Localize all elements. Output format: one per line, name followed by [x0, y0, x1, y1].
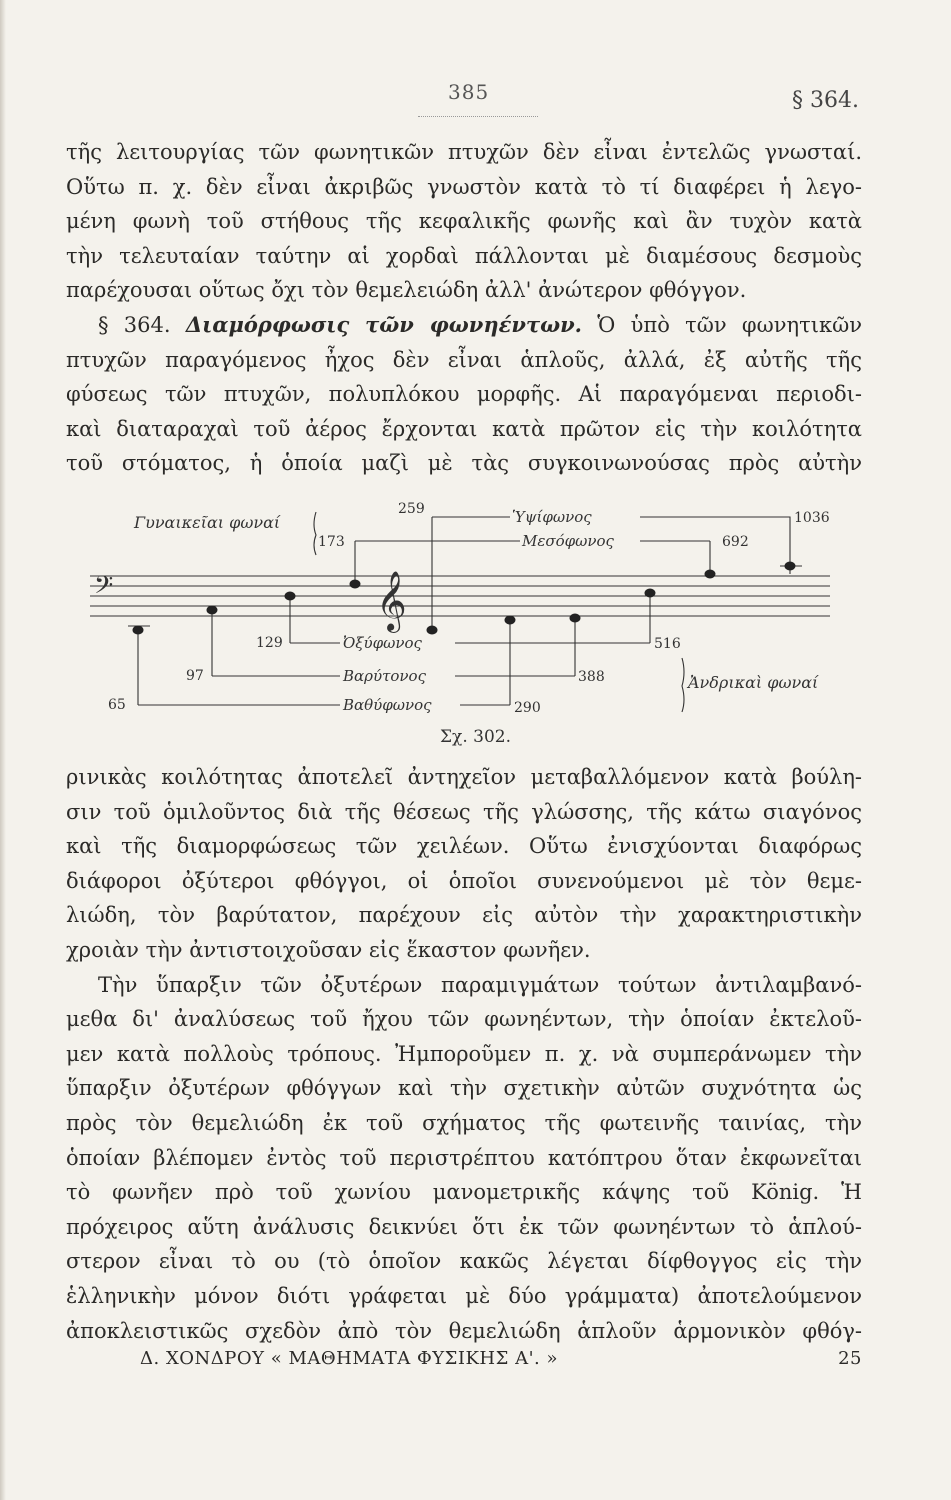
text-line: ἀποκλειστικῶς σχεδὸν ἀπὸ τὸν θεμελιώδη ἁπλοῦν ἁρμονικὸν φθόγ- [66, 1318, 862, 1343]
note-516 [645, 589, 656, 598]
note-65 [133, 626, 144, 635]
note-259 [427, 626, 438, 635]
male-bracket [682, 658, 684, 712]
text-line: ὁποίαν βλέπομεν ἐντὸς τοῦ περιστρέπτου κατόπτρου ὅταν ἐκφωνεῖται [66, 1145, 862, 1170]
female-bracket [314, 512, 316, 555]
note-97 [207, 606, 218, 615]
text-line: καὶ διαταραχαὶ τοῦ ἀέρος ἔρχονται κατὰ πρῶτον εἰς τὴν κοιλότητα [66, 416, 862, 441]
freq-65: 65 [108, 697, 126, 713]
note-1036 [785, 562, 796, 571]
freq-173: 173 [318, 534, 345, 550]
text-line: στερον εἶναι τὸ ου (τὸ ὁποῖον κακῶς λέγεται δίφθογγος εἰς τὴν [66, 1249, 862, 1274]
text-line: ἑλληνικὴν μόνον διότι γράφεται μὲ δύο γράμματα) ἀποτελούμενον [66, 1283, 862, 1308]
text-line: τὸ φωνῆεν πρὸ τοῦ χωνίου μανομετρικῆς κάψης τοῦ König. Ἡ [66, 1180, 862, 1205]
freq-97: 97 [186, 668, 204, 684]
text-line: πρὸς τὸν θεμελιώδη ἐκ τοῦ σχήματος τῆς φωτεινῆς ταινίας, τὴν [66, 1110, 862, 1135]
male-voices-label: Ἀνδρικαὶ φωναί [688, 673, 819, 692]
section-heading-line [66, 308, 862, 343]
mezzo-label: Μεσόφωνος [522, 532, 614, 550]
text-line: χροιὰν τὴν ἀντιστοιχοῦσαν εἰς ἕκαστον φωνῆεν. [66, 937, 591, 962]
section-number: § 364. [98, 312, 171, 337]
freq-290: 290 [514, 700, 541, 716]
footer-signature-number: 25 [838, 1348, 862, 1369]
text-line: διάφοροι ὀξύτεροι φθόγγοι, οἱ ὁποῖοι συνενούμενοι μὲ τὸν θεμε- [66, 868, 862, 893]
text-line: παρέχουσαι οὕτως ὄχι τὸν θεμελειώδη ἀλλ' ἀνώτερον φθόγγον. [66, 278, 747, 303]
freq-516: 516 [654, 636, 681, 652]
text-line: μένη φωνὴ τοῦ στήθους τῆς κεφαλικῆς φωνῆς καὶ ἂν τυχὸν κατὰ [66, 209, 862, 234]
note-173 [350, 580, 361, 589]
note-388 [570, 614, 581, 623]
bass-clef-icon: 𝄢 [94, 571, 114, 606]
text-line: λιώδη, τὸν βαρύτατον, παρέχουν εἰς αὐτὸν τὴν χαρακτηριστικὴν [66, 903, 862, 928]
note-692 [705, 570, 716, 579]
tenor-label: Ὀξύφωνος [343, 634, 422, 652]
text-line: μεθα δι' ἀναλύσεως τοῦ ἤχου τῶν φωνηέντων, τὴν ὁποίαν ἐκτελοῦ- [66, 1007, 862, 1032]
text-line: σιν τοῦ ὁμιλοῦντος διὰ τῆς θέσεως τῆς γλώσσης, τῆς κάτω σιαγόνος [66, 799, 862, 824]
header-rule [418, 116, 538, 117]
freq-259: 259 [398, 501, 425, 517]
text-block-bottom [66, 760, 862, 1348]
freq-388: 388 [578, 669, 605, 685]
text-line: μεν κατὰ πολλοὺς τρόπους. Ἠμποροῦμεν π. χ. νὰ συμπεράνωμεν τὴν [66, 1041, 862, 1066]
note-129 [285, 592, 296, 601]
page-number: 385 [448, 80, 490, 104]
text-line: τὴν τελευταίαν ταύτην αἱ χορδαὶ πάλλονται μὲ διαμέσους δεσμοὺς [66, 243, 862, 268]
text-line: Οὕτω π. χ. δὲν εἶναι ἀκριβῶς γνωστὸν κατὰ τὸ τί διαφέρει ἡ λεγο- [66, 174, 862, 199]
text-line: ὕπαρξιν ὀξυτέρων φθόγγων καὶ τὴν σχετικὴν αὐτῶν συχνότητα ὡς [66, 1076, 862, 1101]
freq-129: 129 [256, 635, 283, 651]
text-line: Τὴν ὕπαρξιν τῶν ὀξυτέρων παραμιγμάτων τούτων ἀντιλαμβανό- [98, 972, 862, 997]
treble-clef-icon: 𝄞 [376, 571, 407, 631]
text-line: πρόχειρος αὕτη ἀνάλυσις δεικνύει ὅτι ἐκ τῶν φωνηέντων τὸ ἁπλού- [66, 1214, 862, 1239]
soprano-label: Ὑψίφωνος [512, 508, 592, 526]
voice-range-figure [60, 490, 860, 760]
freq-692: 692 [722, 534, 749, 550]
section-title: Διαμόρφωσις τῶν φωνηέντων. [185, 311, 582, 337]
note-290 [505, 616, 516, 625]
text-line: πτυχῶν παραγόμενος ἦχος δὲν εἶναι ἁπλοῦς, ἀλλά, ἐξ αὐτῆς τῆς [66, 347, 862, 372]
text-line: φύσεως τῶν πτυχῶν, πολυπλόκου μορφῆς. Αἱ παραγόμεναι περιοδι- [66, 382, 862, 407]
text-line: ρινικὰς κοιλότητας ἀποτελεῖ ἀντηχεῖον μεταβαλλόμενον κατὰ βούλη- [66, 765, 862, 789]
footer-book-title: Δ. ΧΟΝΔΡΟΥ « ΜΑΘΗΜΑΤΑ ΦΥΣΙΚΗΣ Α'. » [140, 1348, 558, 1369]
figure-caption: Σχ. 302. [440, 727, 511, 747]
section-line-rest: Ὁ ὑπὸ τῶν φωνητικῶν [597, 312, 862, 337]
soprano-line-right [640, 517, 790, 574]
bass-label: Βαθύφωνος [343, 696, 432, 714]
text-line: τῆς λειτουργίας τῶν φωνητικῶν πτυχῶν δὲν εἶναι ἐντελῶς γνωσταί. [66, 140, 862, 164]
freq-1036: 1036 [794, 510, 830, 526]
text-block-top [66, 135, 862, 481]
text-line: καὶ τῆς διαμορφώσεως τῶν χειλέων. Οὕτω ἐνισχύονται διαφόρως [66, 834, 862, 859]
baritone-label: Βαρύτονος [343, 667, 426, 685]
female-voices-label: Γυναικεῖαι φωναί [134, 513, 281, 532]
running-section: § 364. [792, 88, 859, 113]
page-binding-edge [0, 0, 6, 1500]
text-line: τοῦ στόματος, ἡ ὁποία μαζὶ μὲ τὰς συγκοινωνούσας πρὸς αὐτὴν [66, 451, 862, 476]
